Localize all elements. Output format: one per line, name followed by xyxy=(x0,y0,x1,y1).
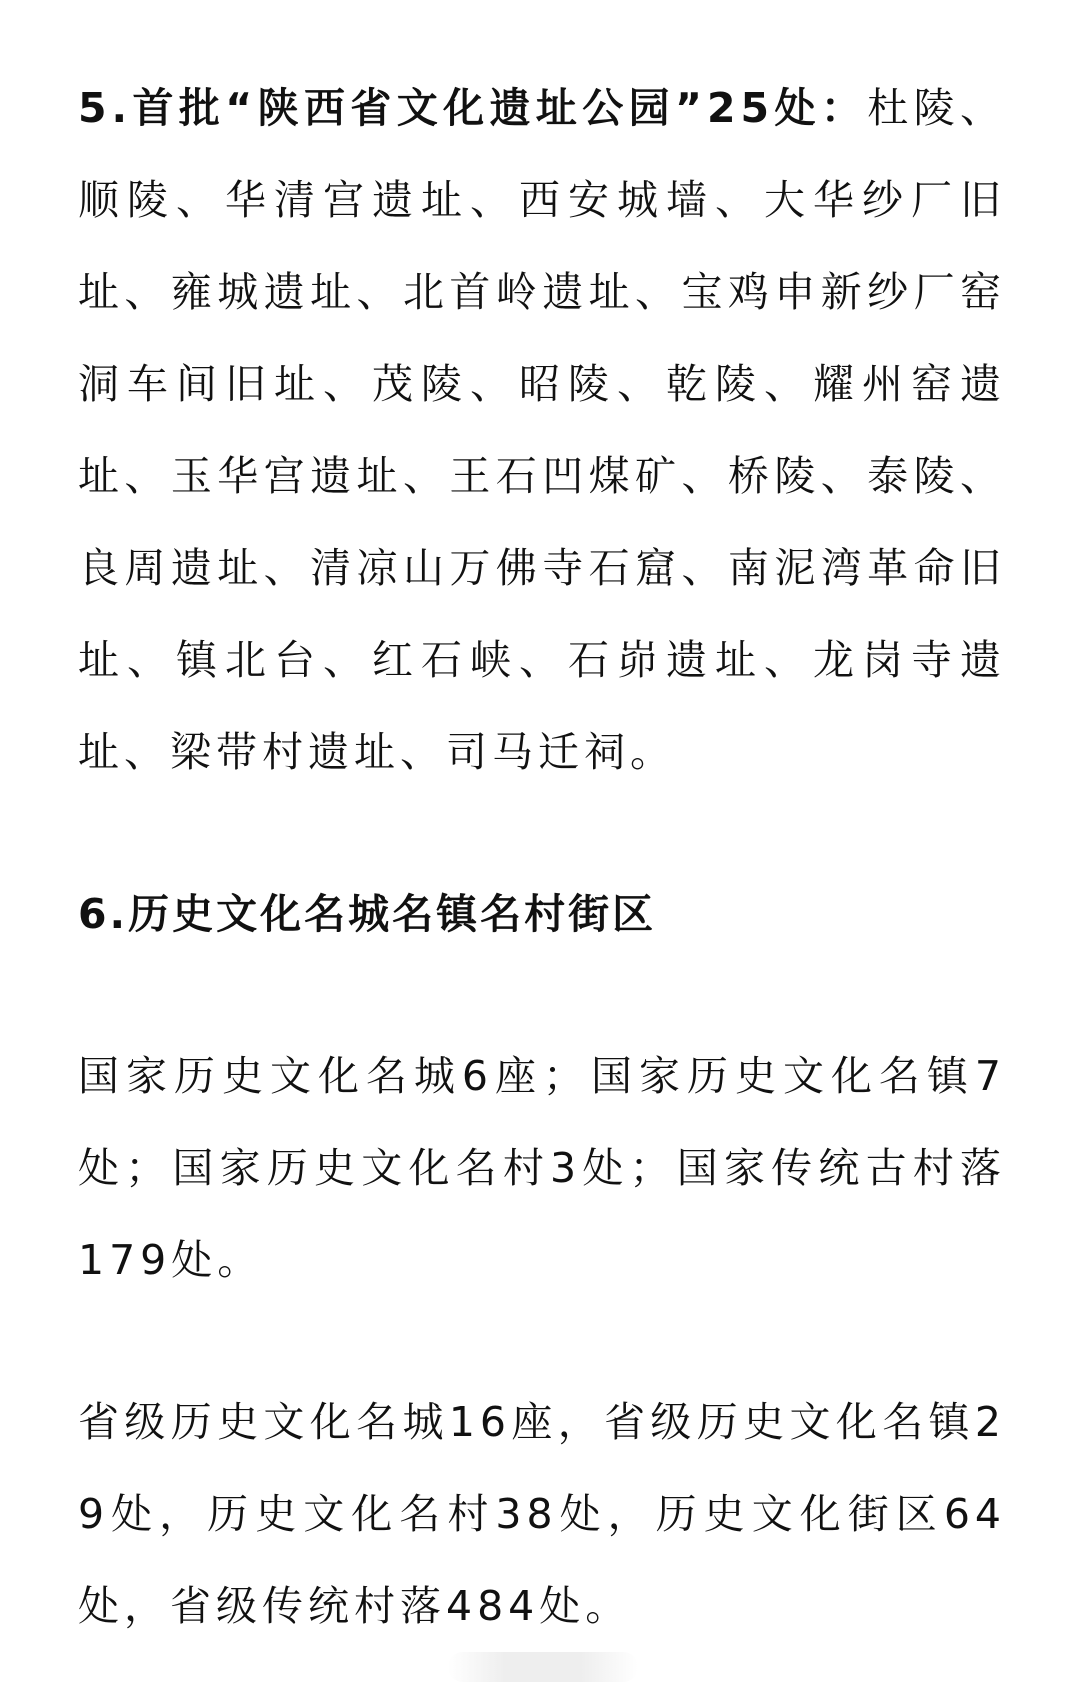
spacer xyxy=(78,798,1006,868)
section-5-list: 杜陵、顺陵、华清宫遗址、西安城墙、大华纱厂旧址、雍城遗址、北首岭遗址、宝鸡申新纱厂窑洞车间旧址、茂陵、昭陵、乾陵、耀州窑遗址、玉华宫遗址、王石凹煤矿、桥陵、泰陵、良周遗址、清凉山万佛寺石窟、南泥湾革命旧址、镇北台、红石峡、石峁遗址、龙岗寺遗址、梁带村遗址、司马迁祠。 xyxy=(78,84,1006,776)
spacer xyxy=(78,1306,1006,1376)
spacer xyxy=(78,960,1006,1030)
section-6-title: 6.历史文化名城名镇名村街区 xyxy=(78,890,657,938)
national-paragraph: 国家历史文化名城6座；国家历史文化名镇7处；国家历史文化名村3处；国家传统古村落179处。 xyxy=(78,1052,1006,1284)
section-5-paragraph xyxy=(78,62,1006,798)
section-5-title: 5.首批“陕西省文化遗址公园”25处： xyxy=(78,84,868,132)
watermark-blur xyxy=(448,1652,638,1682)
provincial-paragraph: 省级历史文化名城16座，省级历史文化名镇29处，历史文化名村38处，历史文化街区64处，省级传统村落484处。 xyxy=(78,1398,1006,1630)
article-body xyxy=(78,62,1006,1652)
